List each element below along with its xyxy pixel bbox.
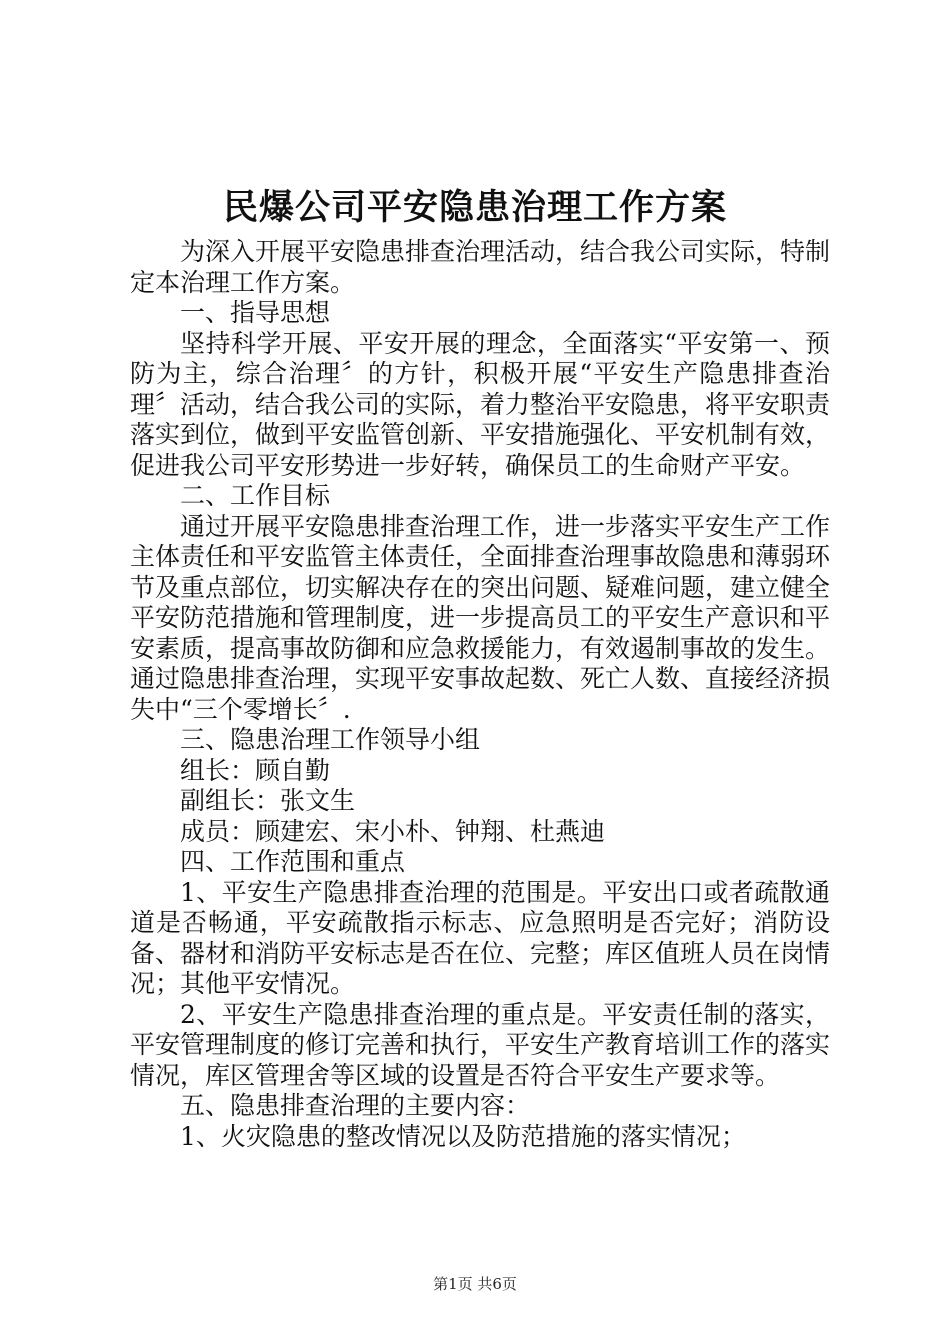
members-line: 成员：顾建宏、宋小朴、钟翔、杜燕迪 bbox=[180, 816, 606, 846]
paragraph-scope-item-2: 2、平安生产隐患排查治理的重点是。平安责任制的落实，平安管理制度的修订完善和执行，平安生产教育培训工作的落实情况，库区管理舍等区域的设置是否符合平安生产要求等。 bbox=[130, 999, 831, 1090]
section-heading-main-contents: 五、隐患排查治理的主要内容： bbox=[180, 1091, 531, 1120]
paragraph-work-goals: 通过开展平安隐患排查治理工作，进一步落实平安生产工作主体责任和平安监管主体责任，全面排查治理事故隐患和薄弱环节及重点部位，切实解决存在的突出问题、疑难问题，建立健全平安防范措施和管理制度，进一步提高员工的平安生产意识和平安素质，提高事故防御和应急救援能力，有效遏制事故的发生。通过隐患排查治理，实现平安事故起数、死亡人数、直接经济损失中“三个零增长〞. bbox=[130, 511, 831, 724]
document-title: 民爆公司平安隐患治理工作方案 bbox=[222, 187, 727, 228]
paragraph-guiding-ideology: 坚持科学开展、平安开展的理念，全面落实“平安第一、预防为主，综合治理〞的方针，积极开展“平安生产隐患排查治理〞活动，结合我公司的实际，着力整治平安隐患，将平安职责落实到位，做到平安监管创新、平安措施强化、平安机制有效，促进我公司平安形势进一步好转，确保员工的生命财产平安。 bbox=[130, 328, 831, 480]
page-number-footer: 第1页 共6页 bbox=[433, 1275, 517, 1293]
leader-line: 组长：顾自勤 bbox=[180, 755, 331, 785]
section-heading-work-goals: 二、工作目标 bbox=[180, 481, 331, 510]
section-heading-leadership-group: 三、隐患治理工作领导小组 bbox=[180, 725, 481, 754]
paragraph-intro: 为深入开展平安隐患排查治理活动，结合我公司实际，特制定本治理工作方案。 bbox=[130, 237, 831, 297]
document-body bbox=[130, 237, 830, 1152]
section-heading-scope: 四、工作范围和重点 bbox=[180, 847, 406, 876]
section-heading-guiding-ideology: 一、指导思想 bbox=[180, 298, 331, 327]
paragraph-scope-item-1: 1、平安生产隐患排查治理的范围是。平安出口或者疏散通道是否畅通，平安疏散指示标志、应急照明是否完好；消防设备、器材和消防平安标志是否在位、完整；库区值班人员在岗情况；其他平安情况。 bbox=[130, 877, 831, 998]
deputy-leader-line: 副组长：张文生 bbox=[180, 786, 356, 815]
paragraph-content-item-1: 1、火灾隐患的整改情况以及防范措施的落实情况； bbox=[180, 1121, 746, 1151]
